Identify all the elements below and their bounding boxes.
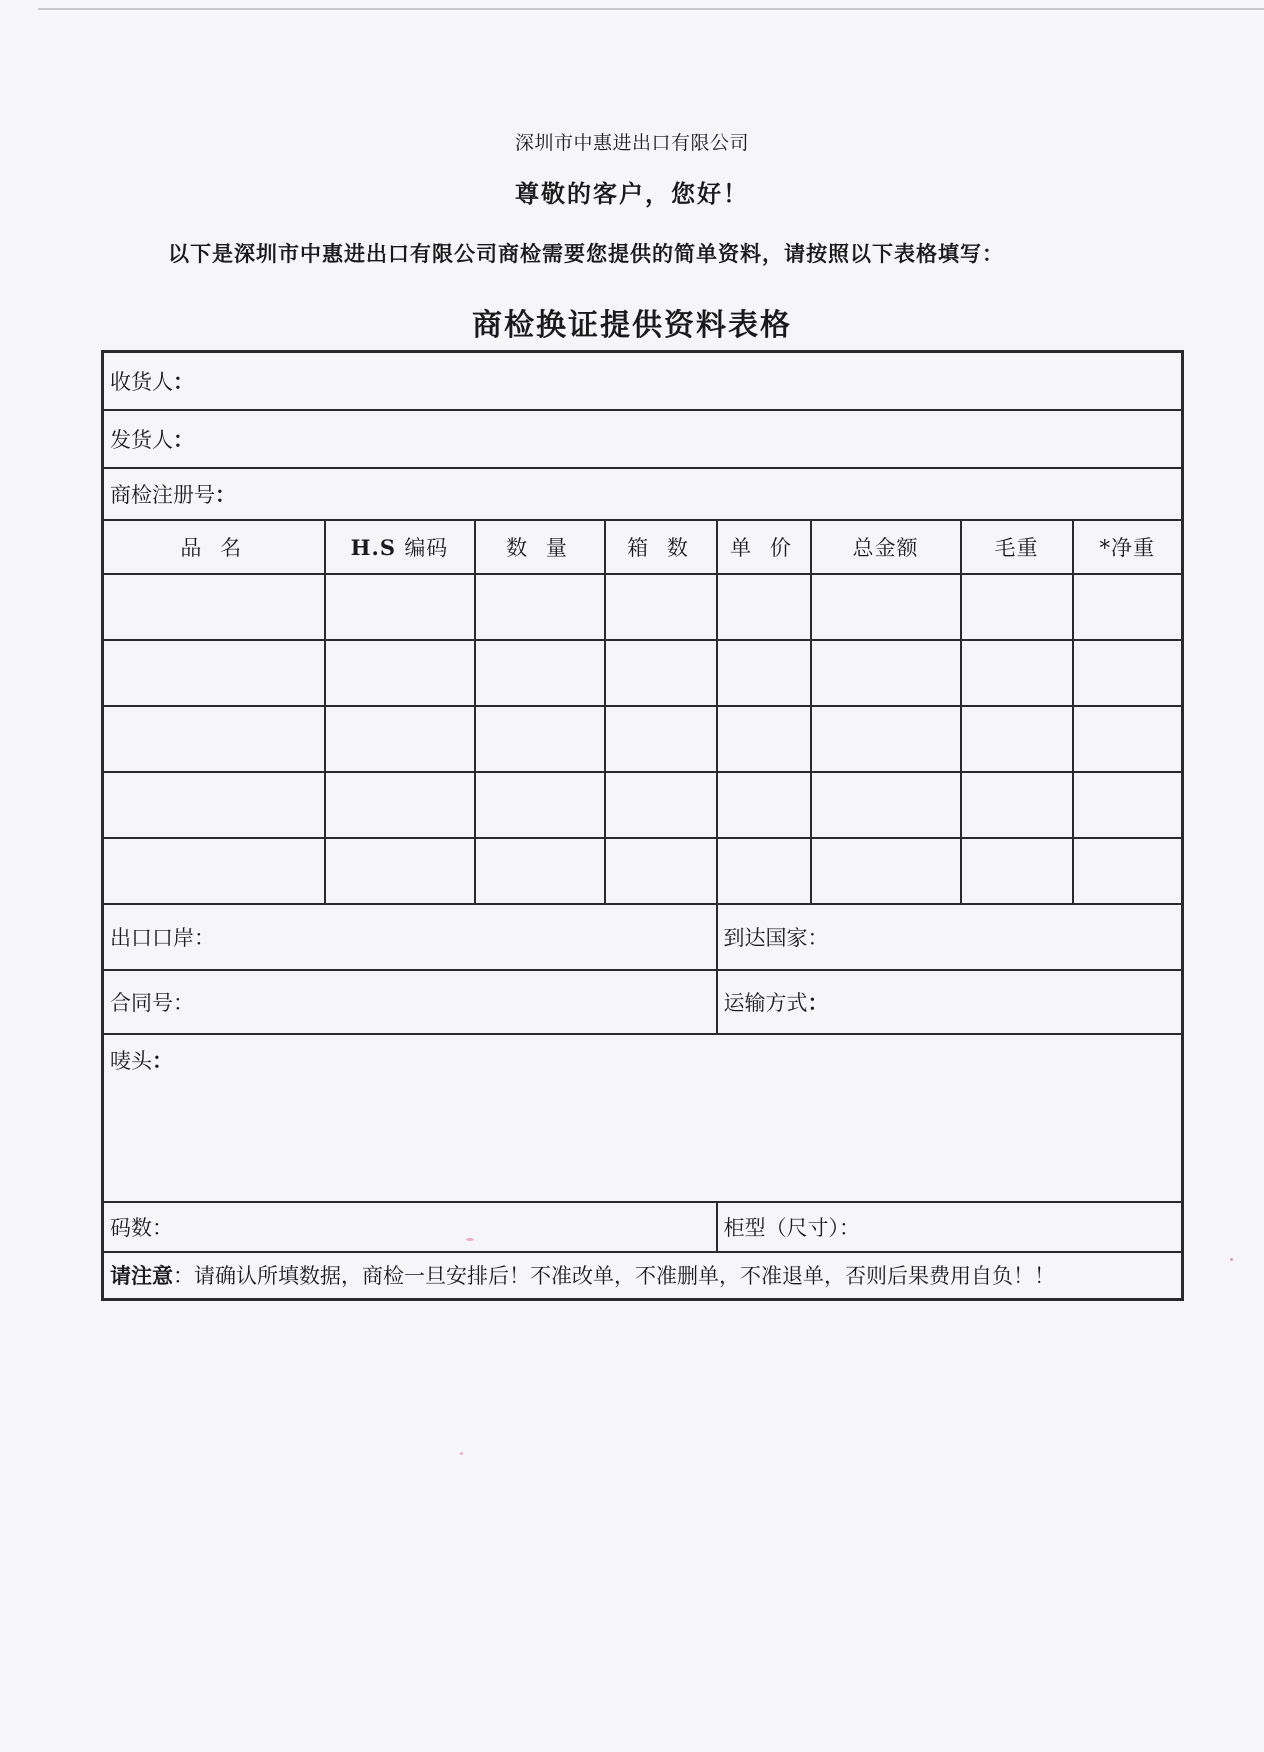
size-count-colon: ：: [152, 1215, 173, 1240]
notice-row: [103, 1252, 1183, 1300]
cell-unit-price[interactable]: [717, 640, 811, 706]
col-cartons: 箱 数: [605, 520, 717, 574]
cell-net-weight[interactable]: [1073, 772, 1183, 838]
shipper-label: 发货人: [110, 427, 173, 452]
contract-no-label: 合同号: [110, 990, 173, 1015]
cell-total-amount[interactable]: [811, 838, 961, 904]
notice-label: 请注意: [110, 1263, 173, 1289]
company-name: 深圳市中惠进出口有限公司: [514, 132, 749, 154]
shipping-mark-field[interactable]: [103, 1034, 1183, 1202]
cell-quantity[interactable]: [475, 772, 605, 838]
goods-row: [103, 640, 1183, 706]
cell-quantity[interactable]: [475, 640, 605, 706]
form-title: 商检换证提供资料表格: [472, 308, 792, 343]
export-port-field[interactable]: [103, 904, 717, 970]
cell-cartons[interactable]: [605, 640, 717, 706]
inspection-reg-colon: ：: [215, 481, 236, 507]
col-hs-suffix: 编码: [404, 535, 449, 560]
consignee-label: 收货人: [110, 369, 173, 394]
destination-country-colon: ：: [807, 925, 829, 950]
cell-cartons[interactable]: [605, 838, 717, 904]
cell-net-weight[interactable]: [1073, 838, 1183, 904]
intro-text: 以下是深圳市中惠进出口有限公司商检需要您提供的简单资料，请按照以下表格填写：: [168, 242, 1004, 266]
inspection-reg-field[interactable]: [103, 468, 1183, 520]
inspection-form-table: [101, 350, 1184, 1301]
cell-hs-code[interactable]: [325, 772, 475, 838]
cell-hs-code[interactable]: [325, 706, 475, 772]
shipper-colon: ：: [173, 426, 194, 452]
cell-unit-price[interactable]: [717, 772, 811, 838]
cell-unit-price[interactable]: [717, 838, 811, 904]
cell-product-name[interactable]: [103, 640, 325, 706]
cell-product-name[interactable]: [103, 838, 325, 904]
container-type-label: 柜型（尺寸）：: [723, 1215, 860, 1240]
inspection-reg-label: 商检注册号: [110, 482, 215, 507]
scan-speck: [460, 1452, 463, 1455]
col-hs-code: [325, 520, 475, 574]
greeting: 尊敬的客户，您好！: [515, 180, 749, 208]
cell-net-weight[interactable]: [1073, 574, 1183, 640]
cell-unit-price[interactable]: [717, 574, 811, 640]
cell-gross-weight[interactable]: [961, 574, 1073, 640]
cell-quantity[interactable]: [475, 838, 605, 904]
transport-mode-label: 运输方式: [723, 990, 808, 1015]
goods-row: [103, 574, 1183, 640]
cell-cartons[interactable]: [605, 772, 717, 838]
shipper-field[interactable]: [103, 410, 1183, 468]
transport-mode-colon: ：: [807, 989, 829, 1015]
goods-row: [103, 838, 1183, 904]
consignee-field[interactable]: [103, 352, 1183, 410]
shipping-mark-label: 唛头: [110, 1048, 152, 1073]
cell-gross-weight[interactable]: [961, 838, 1073, 904]
cell-total-amount[interactable]: [811, 574, 961, 640]
scan-speck: [1230, 1258, 1233, 1261]
cell-quantity[interactable]: [475, 706, 605, 772]
destination-country-field[interactable]: [717, 904, 1183, 970]
cell-quantity[interactable]: [475, 574, 605, 640]
size-count-field[interactable]: [103, 1202, 717, 1252]
cell-product-name[interactable]: [103, 772, 325, 838]
col-gross-weight: 毛重: [961, 520, 1073, 574]
contract-no-colon: ：: [173, 990, 194, 1015]
cell-hs-code[interactable]: [325, 640, 475, 706]
cell-total-amount[interactable]: [811, 640, 961, 706]
col-net-weight: *净重: [1073, 520, 1183, 574]
cell-cartons[interactable]: [605, 706, 717, 772]
scan-speck: [466, 1238, 474, 1241]
size-count-label: 码数: [110, 1215, 152, 1240]
cell-gross-weight[interactable]: [961, 640, 1073, 706]
cell-total-amount[interactable]: [811, 772, 961, 838]
cell-net-weight[interactable]: [1073, 706, 1183, 772]
col-quantity: 数 量: [475, 520, 605, 574]
shipping-mark-colon: ：: [152, 1047, 173, 1073]
cell-unit-price[interactable]: [717, 706, 811, 772]
contract-no-field[interactable]: [103, 970, 717, 1034]
transport-mode-field[interactable]: [717, 970, 1183, 1034]
col-product-name: 品 名: [103, 520, 325, 574]
cell-product-name[interactable]: [103, 574, 325, 640]
scan-edge: [38, 8, 1264, 10]
cell-total-amount[interactable]: [811, 706, 961, 772]
destination-country-label: 到达国家: [723, 925, 808, 950]
goods-row: [103, 772, 1183, 838]
cell-cartons[interactable]: [605, 574, 717, 640]
export-port-colon: ：: [194, 925, 215, 950]
consignee-colon: ：: [173, 368, 194, 394]
cell-hs-code[interactable]: [325, 574, 475, 640]
cell-gross-weight[interactable]: [961, 772, 1073, 838]
export-port-label: 出口口岸: [110, 925, 194, 950]
cell-net-weight[interactable]: [1073, 640, 1183, 706]
cell-gross-weight[interactable]: [961, 706, 1073, 772]
goods-header-row: [103, 520, 1183, 574]
notice-text: ：请确认所填数据，商检一旦安排后！不准改单，不准删单，不准退单，否则后果费用自负！！: [173, 1264, 1055, 1289]
cell-product-name[interactable]: [103, 706, 325, 772]
cell-hs-code[interactable]: [325, 838, 475, 904]
goods-row: [103, 706, 1183, 772]
container-type-field[interactable]: [717, 1202, 1183, 1252]
col-unit-price: 单 价: [717, 520, 811, 574]
col-hs-prefix: H.S: [350, 534, 396, 560]
col-total-amount: 总金额: [811, 520, 961, 574]
